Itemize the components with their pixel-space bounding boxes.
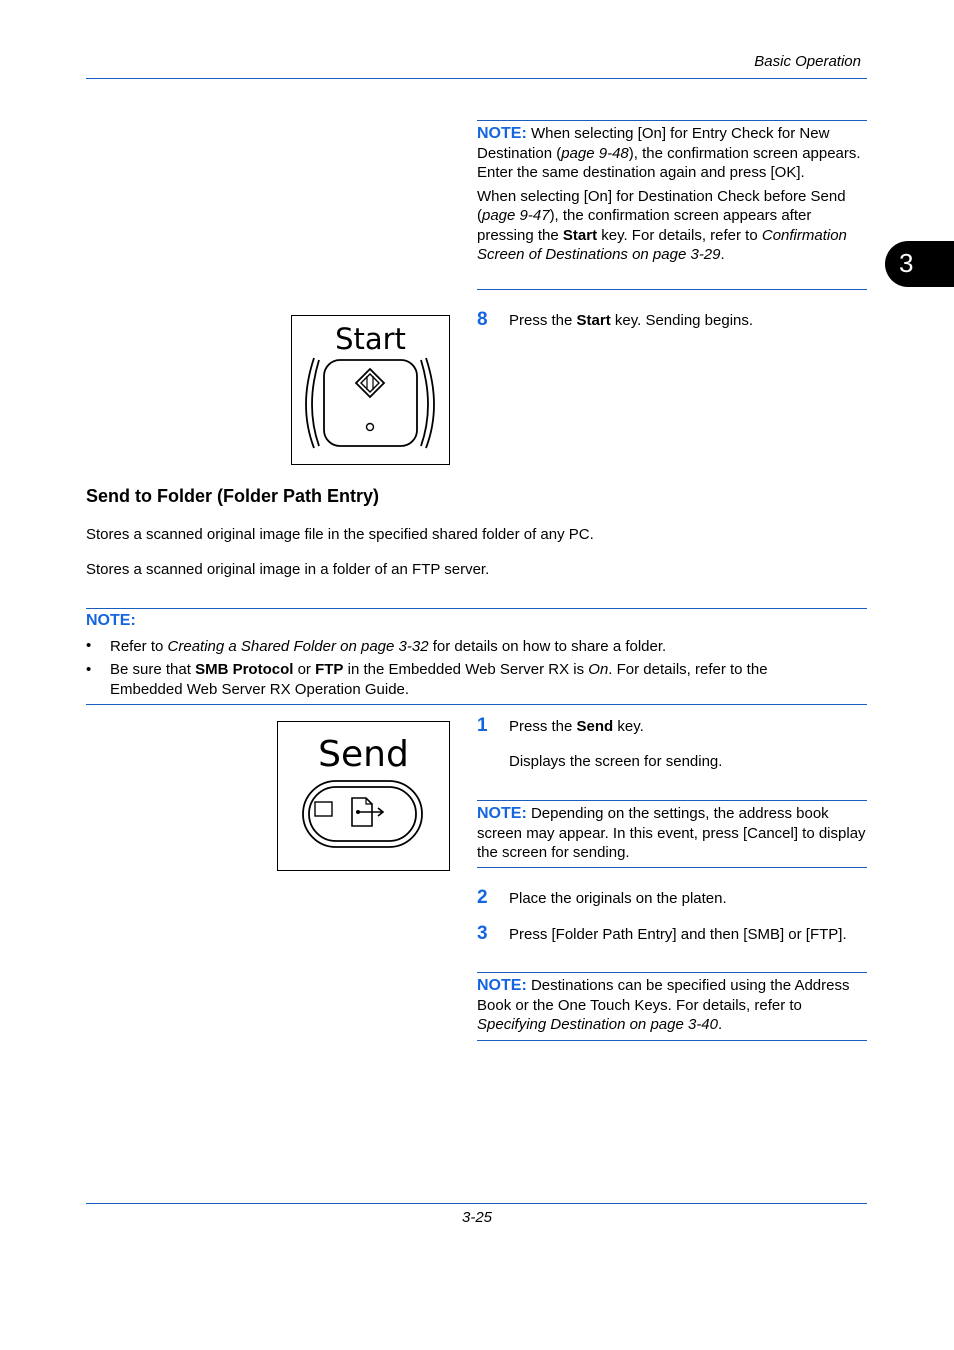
send-document-icon [352, 798, 383, 826]
page-number: 3-25 [461, 1209, 493, 1226]
note-text: for details on how to share a folder. [428, 638, 667, 655]
section-heading: Send to Folder (Folder Path Entry) [86, 486, 380, 506]
send-key-illustration [277, 721, 450, 871]
note-step1-rule-lower [477, 867, 867, 868]
note-text: Be sure that [110, 661, 196, 678]
note-step3-rule-lower [477, 1040, 867, 1041]
start-key-graphic [292, 316, 448, 463]
page-reference: page 9-47 [482, 207, 550, 224]
note-text: When selecting [On] for Destination Check before Send ( [477, 187, 846, 224]
start-diamond-icon [356, 369, 384, 397]
note-mid-rule-upper [86, 608, 867, 609]
bullet-icon: • [86, 661, 92, 678]
page-reference: Confirmation Screen of Destinations on page 3-29 [477, 226, 847, 263]
key-name: Start [576, 312, 611, 329]
note-top-rule-lower [477, 289, 867, 290]
key-name: SMB Protocol [195, 661, 294, 678]
step-8-text [509, 312, 753, 329]
send-key-graphic [278, 722, 448, 869]
note-step3 [477, 976, 867, 1035]
note-text: ), the confirmation screen appears after pressing the [477, 207, 812, 244]
step-1-number: 1 [477, 715, 488, 736]
key-name: Start [562, 226, 598, 244]
key-name: FTP [315, 661, 344, 678]
status-led-icon [367, 424, 374, 431]
header-section-title: Basic Operation [754, 53, 861, 70]
chapter-number: 3 [899, 248, 914, 278]
note-text: . [718, 1016, 723, 1033]
start-key-label: Start [335, 322, 406, 356]
note-top-para-2 [477, 187, 869, 265]
section-paragraph-2: Stores a scanned original image in a folder of an FTP server. [86, 561, 490, 578]
page-reference: page 9-48 [561, 144, 629, 162]
note-step1 [477, 804, 867, 863]
note-text: key. For details, refer to [597, 226, 762, 244]
note-step3-rule-upper [477, 972, 867, 973]
step-8-number: 8 [477, 309, 488, 330]
key-name: Send [576, 718, 614, 735]
header-rule [86, 78, 867, 79]
note-text: Refer to [110, 638, 168, 655]
bullet-icon: • [86, 637, 92, 654]
note-text: or [293, 661, 316, 678]
indicator-icon [315, 802, 332, 816]
note-top-para-1 [477, 124, 869, 183]
step-text: Press the [509, 312, 577, 329]
note-mid-label: NOTE: [86, 612, 136, 629]
note-text: When selecting [On] for Entry Check for New Destination ( [477, 125, 830, 162]
note-text: . For details, refer to the Embedded Web Server RX Operation Guide. [110, 661, 768, 698]
note-text: Destinations can be specified using the Address Book or the One Touch Keys. For details, refer to [477, 977, 850, 1014]
note-mid-bullet-1 [110, 637, 867, 657]
note-top-rule-upper [477, 120, 867, 121]
footer-rule [86, 1203, 867, 1204]
note-mid-bullet-2 [110, 660, 840, 699]
note-mid-rule-lower [86, 704, 867, 705]
step-text: key. Sending begins. [610, 312, 754, 329]
note-text: Depending on the settings, the address book screen may appear. In this event, press [Cancel] to display the screen for sending. [477, 805, 866, 861]
step-1-text [509, 718, 644, 735]
note-label: NOTE: [477, 805, 527, 822]
note-step1-rule-upper [477, 800, 867, 801]
section-paragraph-1: Stores a scanned original image file in the specified shared folder of any PC. [86, 526, 594, 543]
setting-value: On [588, 661, 609, 678]
page-reference: Specifying Destination on page 3-40 [477, 1016, 718, 1033]
step-3-number: 3 [477, 923, 488, 944]
note-text: in the Embedded Web Server RX is [343, 661, 589, 678]
note-top [477, 124, 869, 265]
send-key-label: Send [318, 734, 409, 775]
chapter-tab [885, 241, 954, 287]
start-key-illustration [291, 315, 450, 465]
step-2-number: 2 [477, 887, 488, 908]
note-label: NOTE: [477, 977, 527, 994]
step-2-text: Place the originals on the platen. [509, 890, 727, 907]
step-1-result: Displays the screen for sending. [509, 753, 723, 770]
page-reference: Creating a Shared Folder on page 3-32 [167, 638, 429, 655]
note-label: NOTE: [477, 125, 527, 142]
step-3-text: Press [Folder Path Entry] and then [SMB] or [FTP]. [509, 926, 847, 943]
note-text: . [720, 246, 725, 263]
note-text: ), the confirmation screen appears. Enter the same destination again and press [OK]. [477, 144, 861, 181]
step-text: Press the [509, 718, 577, 735]
step-text: key. [613, 718, 644, 735]
